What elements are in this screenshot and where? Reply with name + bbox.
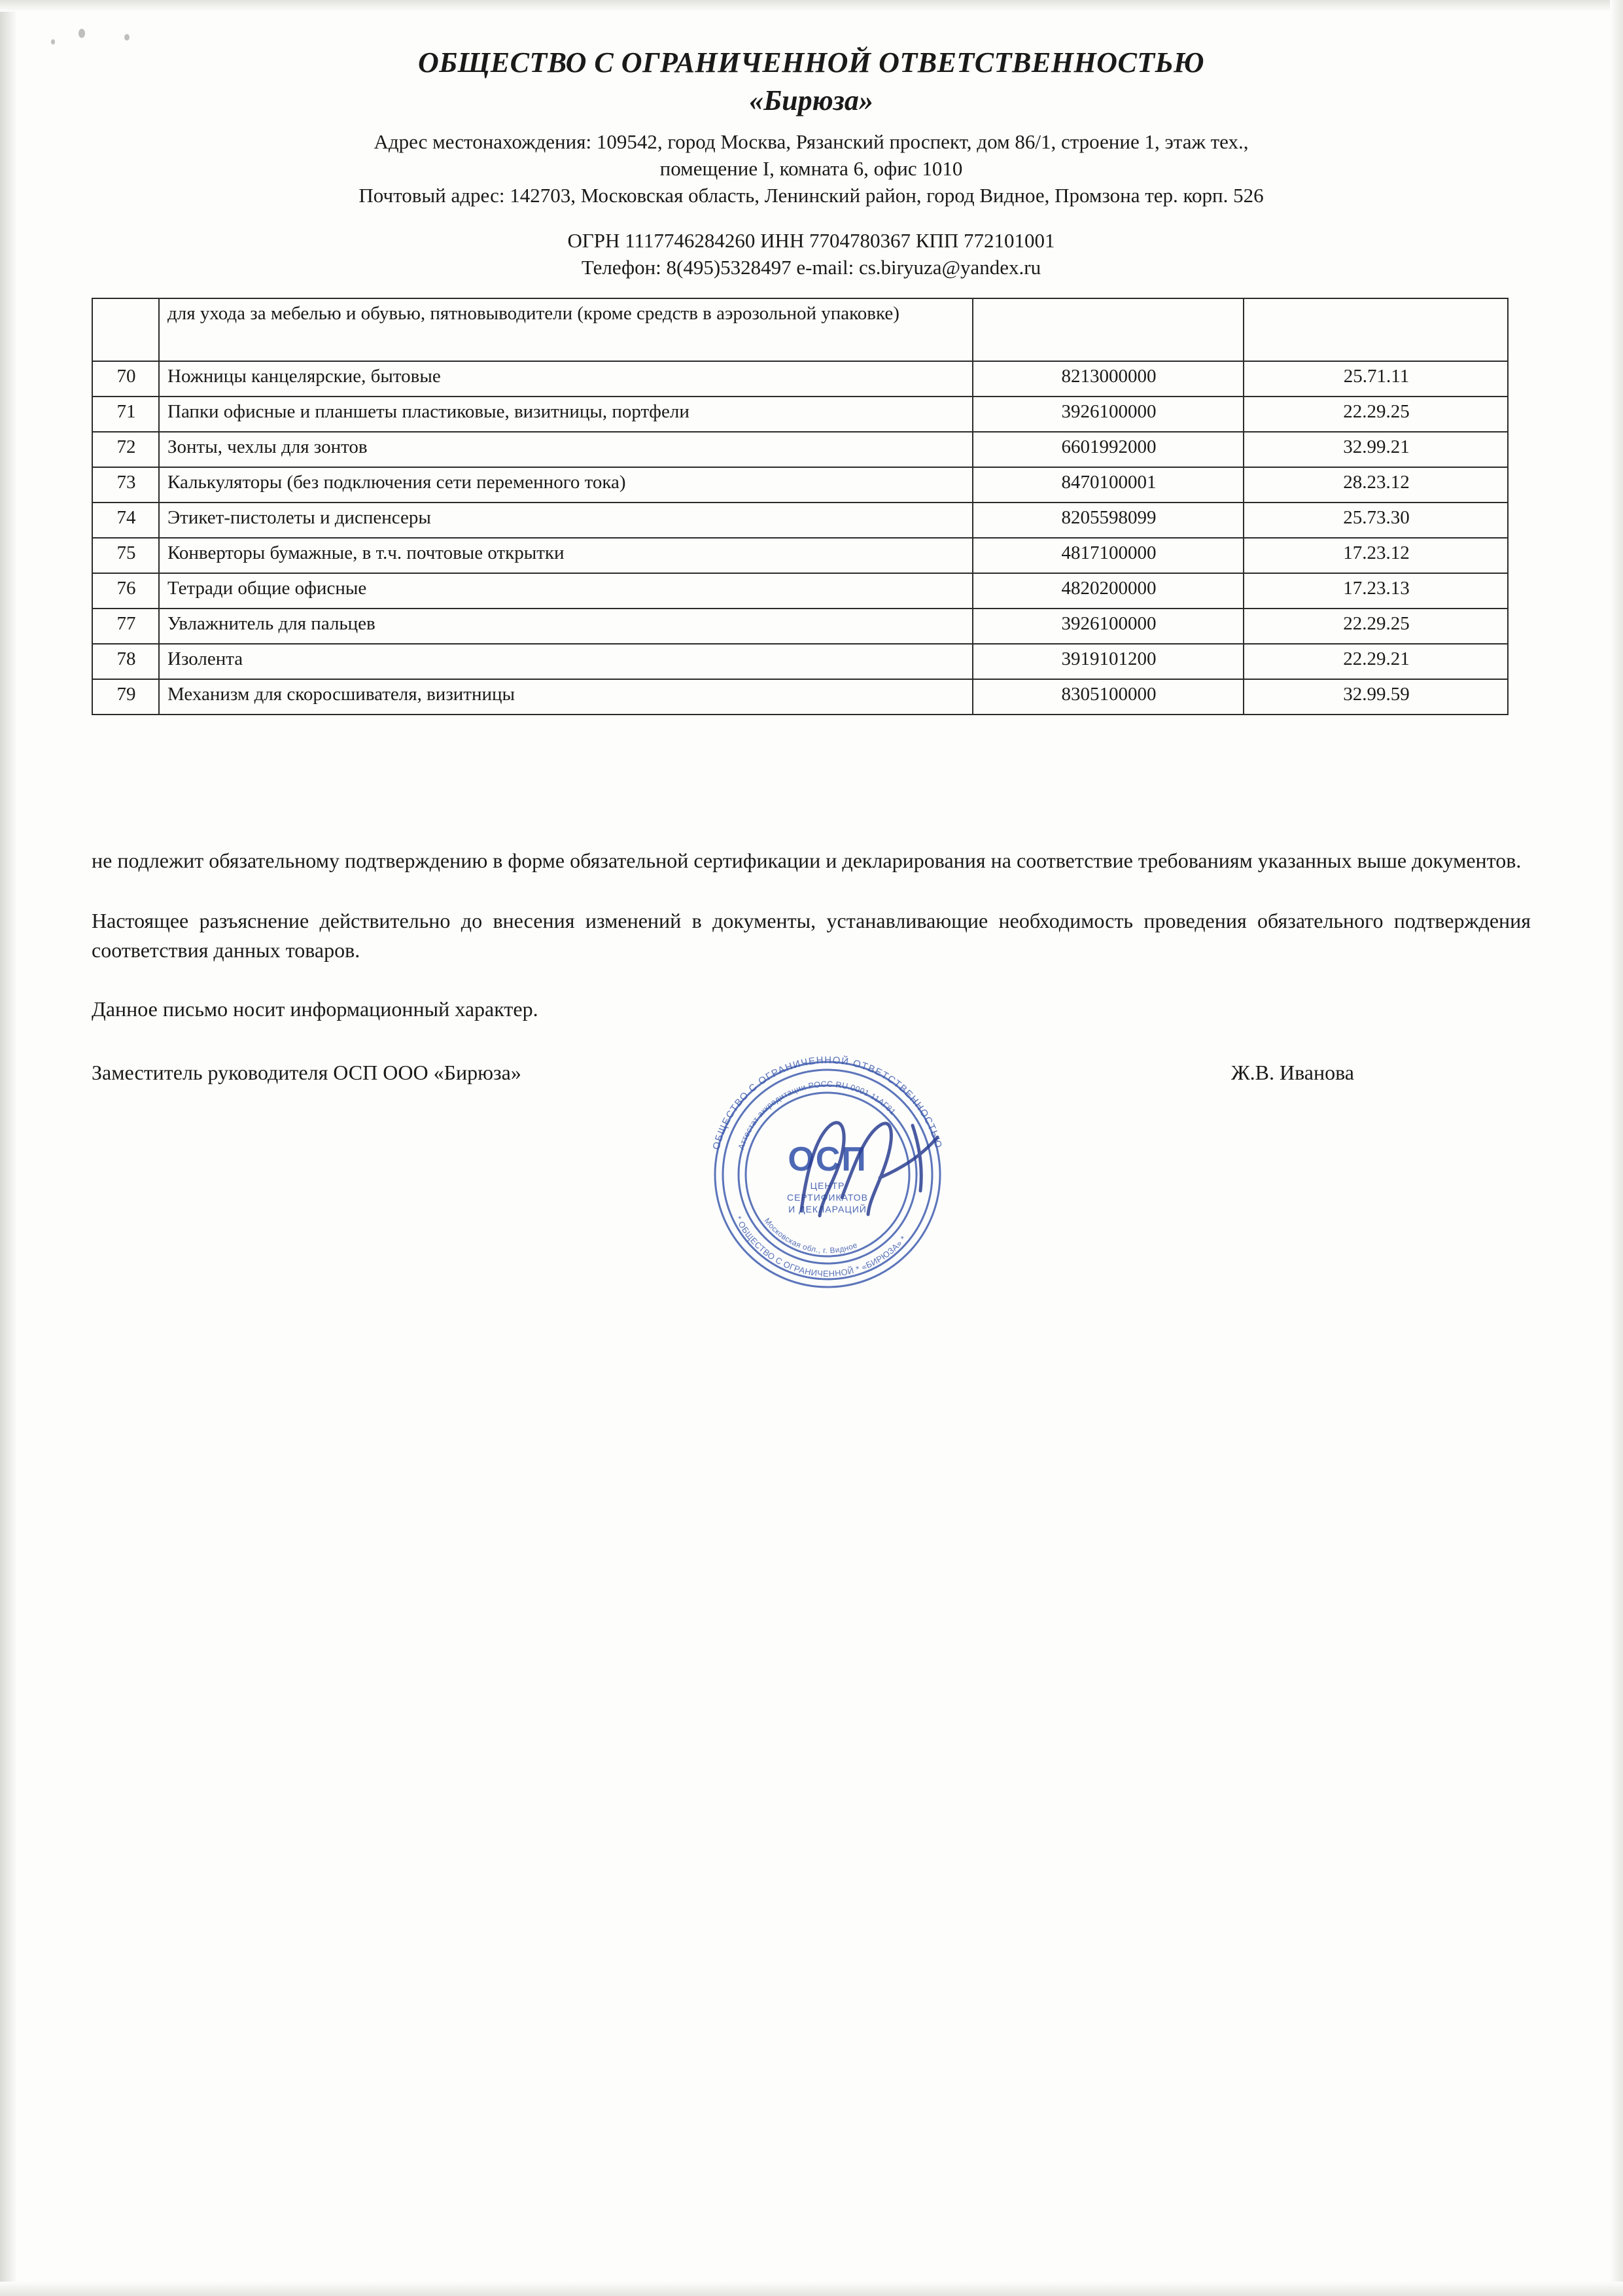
cell-name: Конверторы бумажные, в т.ч. почтовые открытки <box>159 538 973 573</box>
cell-okpd: 17.23.12 <box>1244 538 1508 573</box>
paragraph-2: Настоящее разъяснение действительно до внесения изменений в документы, устанавливающие необходимость проведения обязательного подтверждения соответствия данных товаров. <box>92 908 1531 963</box>
scan-speck <box>124 34 130 41</box>
cell-name: Зонты, чехлы для зонтов <box>159 432 973 467</box>
cell-number: 73 <box>92 467 159 503</box>
cell-number: 72 <box>92 432 159 467</box>
cell-number: 71 <box>92 397 159 432</box>
cell-name: Калькуляторы (без подключения сети переменного тока) <box>159 467 973 503</box>
svg-text:ОБЩЕСТВО С ОГРАНИЧЕННОЙ ОТВЕТС: ОБЩЕСТВО С ОГРАНИЧЕННОЙ ОТВЕТСТВЕННОСТЬЮ <box>710 1054 945 1151</box>
table-row <box>92 609 1508 644</box>
cell-okpd: 22.29.25 <box>1244 397 1508 432</box>
registration-block <box>92 228 1531 281</box>
scan-edge-left <box>0 0 17 2296</box>
scan-edge-right <box>1610 0 1623 2296</box>
cell-okpd: 32.99.21 <box>1244 432 1508 467</box>
cell-okpd: 25.73.30 <box>1244 503 1508 538</box>
cell-okpd: 22.29.21 <box>1244 644 1508 679</box>
scan-edge-bottom <box>0 2282 1623 2296</box>
table-row <box>92 644 1508 679</box>
cell-code: 4820200000 <box>973 573 1244 609</box>
svg-text:* ОБЩЕСТВО С ОГРАНИЧЕННО: * ОБЩЕСТВО С ОГРАНИЧЕННОЙ * «БИРЮЗА» * <box>733 1214 909 1279</box>
goods-table <box>92 298 1509 715</box>
cell-code: 4817100000 <box>973 538 1244 573</box>
paragraph-1: не подлежит обязательному подтверждению в форме обязательной сертификации и декларирования на соответствие требованиям указанных выше документов. <box>92 849 1522 873</box>
cell-code: 3926100000 <box>973 397 1244 432</box>
address-block <box>92 129 1531 209</box>
svg-text:ОСП: ОСП <box>788 1140 867 1178</box>
document-content <box>92 46 1531 1085</box>
svg-text:И ДЕКЛАРАЦИЙ: И ДЕКЛАРАЦИЙ <box>788 1204 867 1214</box>
table-row <box>92 467 1508 503</box>
cell-number: 78 <box>92 644 159 679</box>
paragraph-3: Данное письмо носит информационный характер. <box>92 997 538 1021</box>
cell-code: 8205598099 <box>973 503 1244 538</box>
table-row <box>92 432 1508 467</box>
cell-code: 8305100000 <box>973 679 1244 715</box>
cell-number <box>92 298 159 361</box>
scan-edge-top <box>0 0 1623 12</box>
table-row <box>92 298 1508 361</box>
contacts-line: Телефон: 8(495)5328497 e-mail: cs.biryuza@yandex.ru <box>581 255 1041 279</box>
signatory-position: Заместитель руководителя ОСП ООО «Бирюза» <box>92 1061 521 1085</box>
cell-name: Ножницы канцелярские, бытовые <box>159 361 973 397</box>
cell-code: 6601992000 <box>973 432 1244 467</box>
svg-text:ЦЕНТР: ЦЕНТР <box>810 1180 845 1191</box>
organization-type: ОБЩЕСТВО С ОГРАНИЧЕННОЙ ОТВЕТСТВЕННОСТЬЮ <box>417 46 1205 79</box>
cell-code: 8213000000 <box>973 361 1244 397</box>
table-row <box>92 397 1508 432</box>
cell-number: 75 <box>92 538 159 573</box>
cell-number: 79 <box>92 679 159 715</box>
cell-okpd: 32.99.59 <box>1244 679 1508 715</box>
cell-okpd <box>1244 298 1508 361</box>
cell-number: 70 <box>92 361 159 397</box>
svg-text:Аттестат аккредитации РОСС RU.: Аттестат аккредитации РОСС RU.0001.11АГ81 <box>736 1079 898 1151</box>
cell-name: Тетради общие офисные <box>159 573 973 609</box>
cell-number: 74 <box>92 503 159 538</box>
svg-text:Московская обл., г. Видное: Московская обл., г. Видное <box>762 1216 859 1256</box>
cell-okpd: 22.29.25 <box>1244 609 1508 644</box>
cell-name: Этикет-пистолеты и диспенсеры <box>159 503 973 538</box>
table-row <box>92 361 1508 397</box>
cell-code <box>973 298 1244 361</box>
address-line-1: Адрес местонахождения: 109542, город Москва, Рязанский проспект, дом 86/1, строение 1, этаж тех., <box>374 130 1249 153</box>
signatory-name: Ж.В. Иванова <box>1230 1061 1354 1085</box>
handwritten-signature <box>782 1099 991 1243</box>
table-row <box>92 538 1508 573</box>
address-line-2: помещение I, комната 6, офис 1010 <box>659 156 963 180</box>
cell-code: 8470100001 <box>973 467 1244 503</box>
cell-name: Увлажнитель для пальцев <box>159 609 973 644</box>
cell-name: Изолента <box>159 644 973 679</box>
registration-ids: ОГРН 1117746284260 ИНН 7704780367 КПП 772101001 <box>567 228 1055 252</box>
table-row <box>92 679 1508 715</box>
cell-code: 3919101200 <box>973 644 1244 679</box>
cell-number: 77 <box>92 609 159 644</box>
scan-speck <box>79 29 85 38</box>
table-row <box>92 503 1508 538</box>
svg-text:СЕРТИФИКАТОВ: СЕРТИФИКАТОВ <box>786 1192 869 1203</box>
cell-name: Папки офисные и планшеты пластиковые, визитницы, портфели <box>159 397 973 432</box>
table-row <box>92 573 1508 609</box>
cell-okpd: 17.23.13 <box>1244 573 1508 609</box>
signature-row <box>92 1061 1531 1085</box>
scan-speck <box>51 39 55 44</box>
cell-name: для ухода за мебелью и обувью, пятновыводители (кроме средств в аэрозольной упаковке) <box>159 298 973 361</box>
cell-number: 76 <box>92 573 159 609</box>
cell-name: Механизм для скоросшивателя, визитницы <box>159 679 973 715</box>
cell-okpd: 25.71.11 <box>1244 361 1508 397</box>
organization-name: «Бирюза» <box>749 84 873 116</box>
cell-code: 3926100000 <box>973 609 1244 644</box>
cell-okpd: 28.23.12 <box>1244 467 1508 503</box>
address-line-3: Почтовый адрес: 142703, Московская область, Ленинский район, город Видное, Промзона тер. корп. 526 <box>358 183 1264 207</box>
